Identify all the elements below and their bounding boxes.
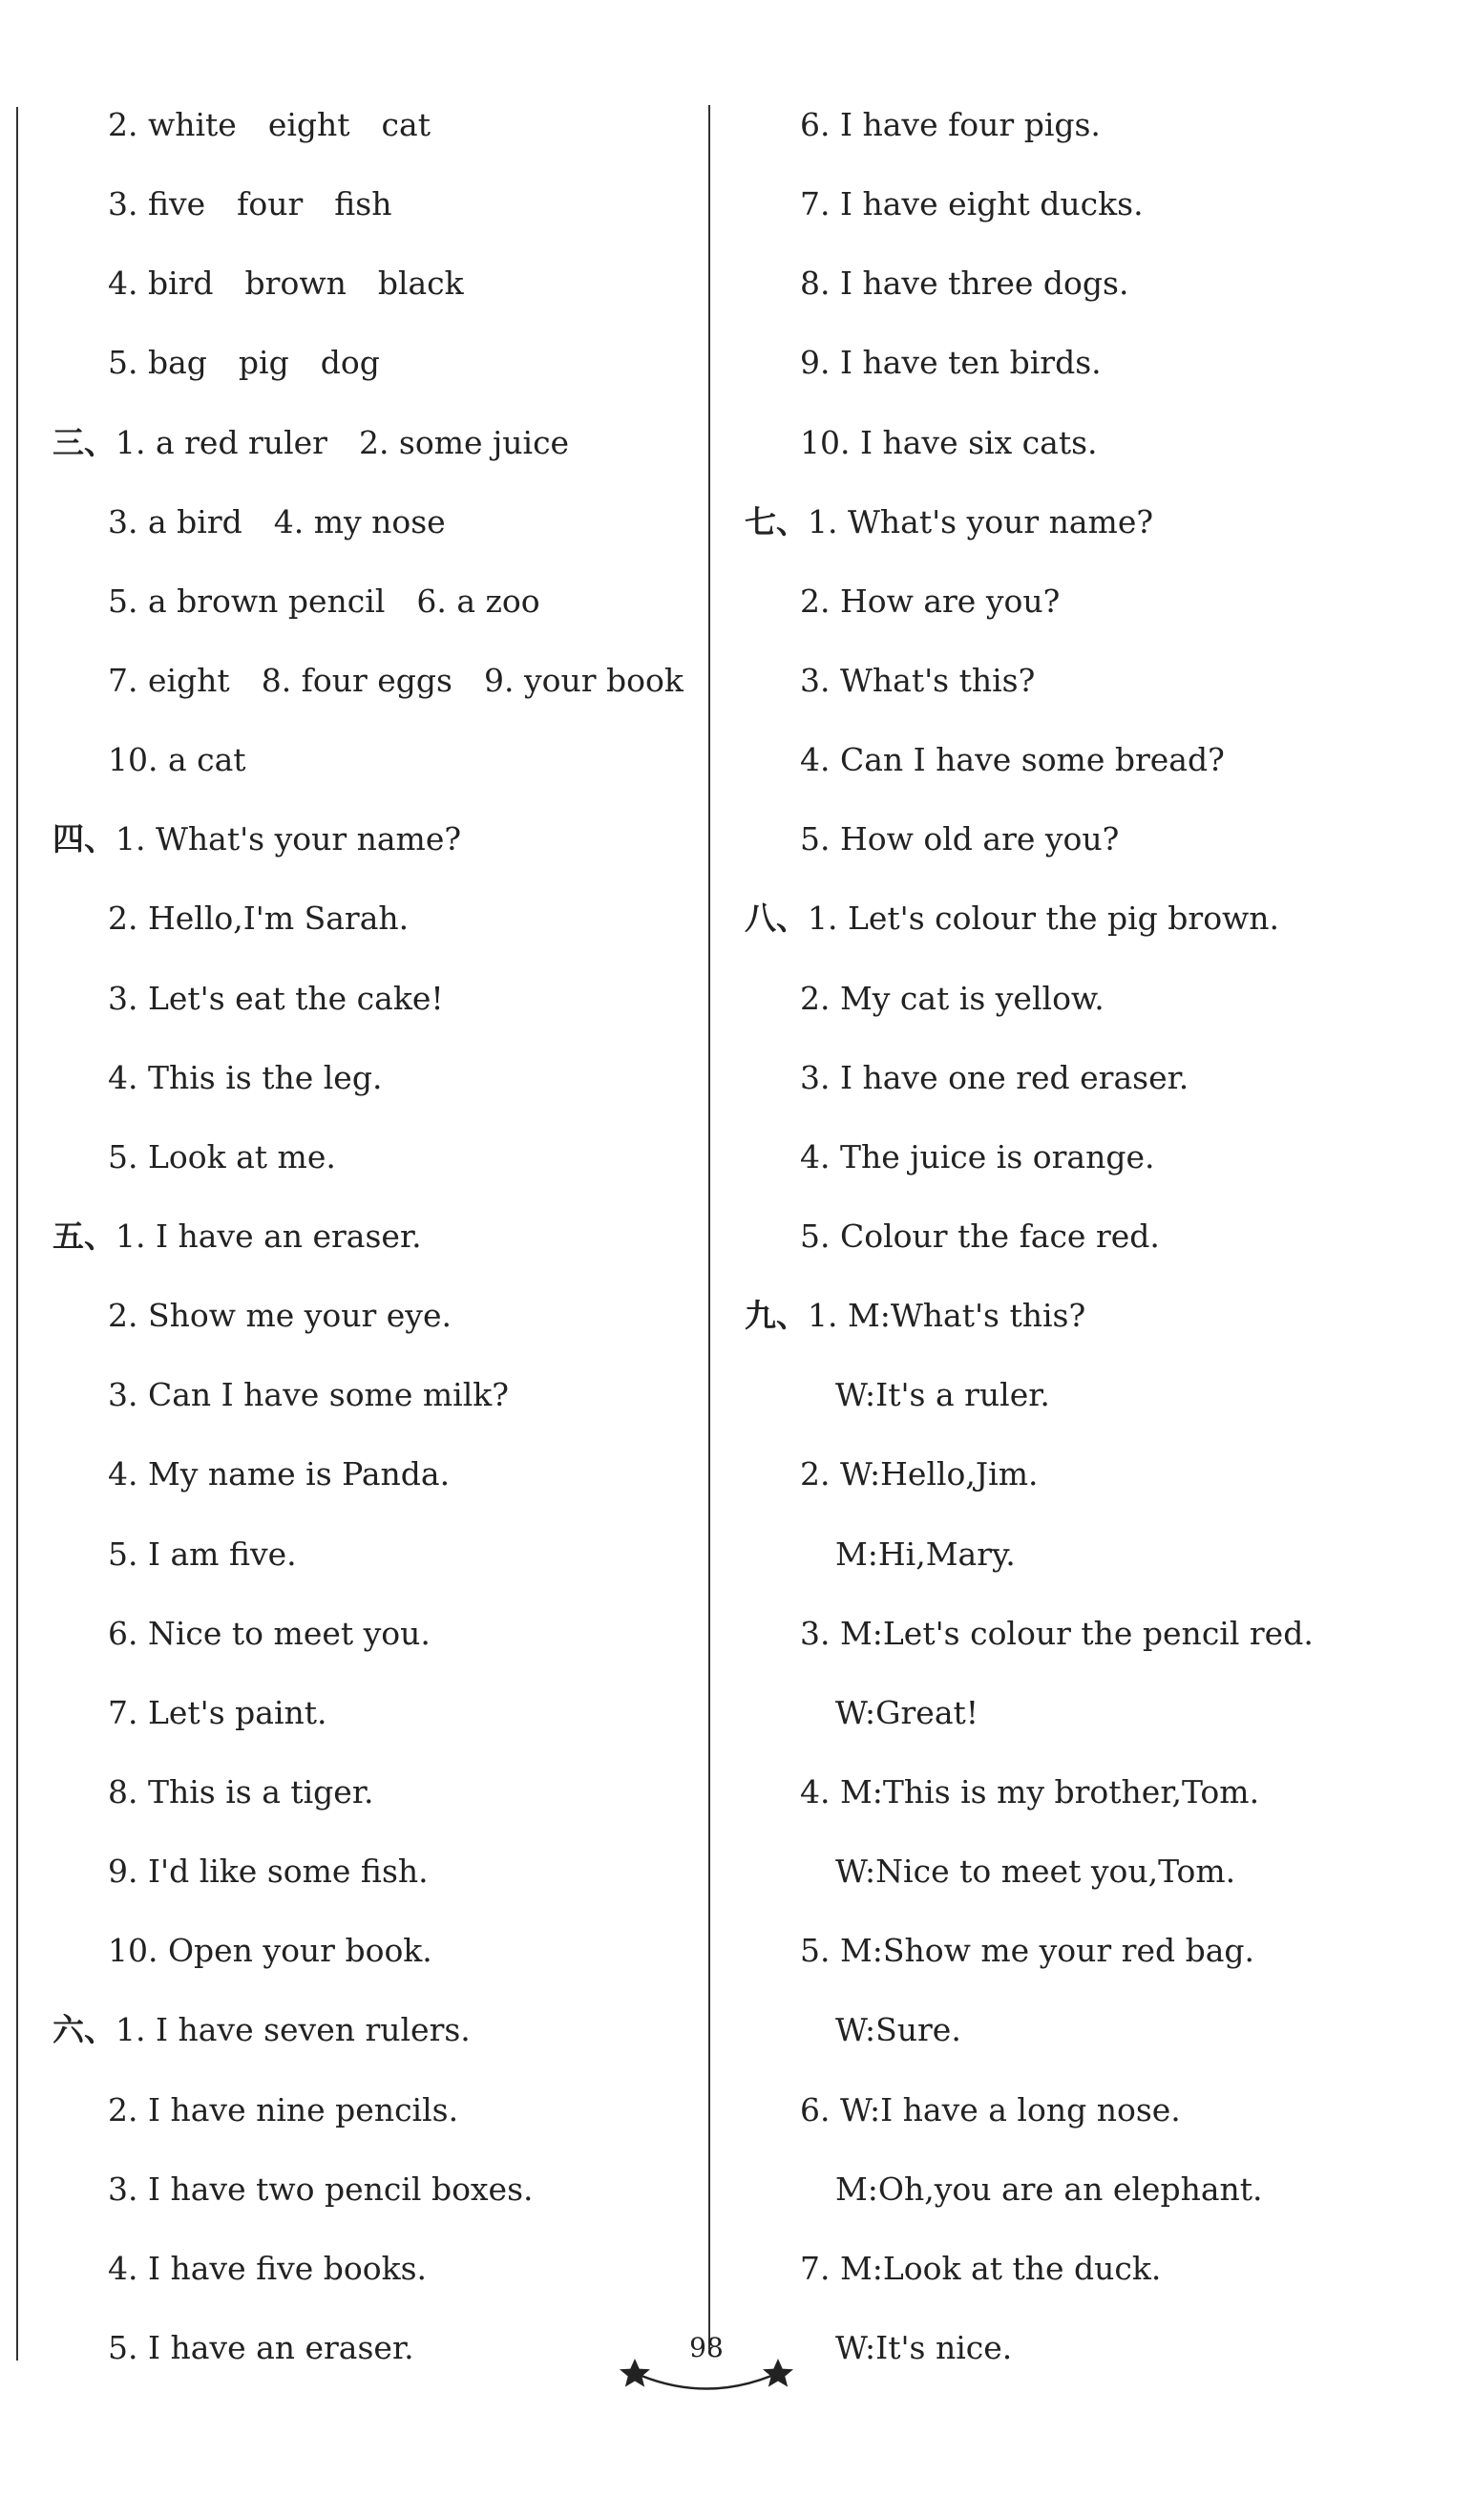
answer-line [53, 2239, 692, 2319]
answer-text: 4. I have five books. [108, 2249, 428, 2287]
answer-line [53, 2160, 692, 2239]
answer-text: 3. Let's eat the cake! [108, 979, 444, 1017]
answer-text: 4. bird brown black [108, 265, 464, 303]
answer-line [53, 2081, 692, 2160]
answer-text: 7. eight 8. four eggs 9. your book [108, 661, 684, 699]
answer-text: 1. Let's colour the pig brown. [808, 900, 1280, 938]
answer-line [745, 1128, 1432, 1207]
section-answer-line [53, 810, 692, 889]
answer-line [745, 810, 1432, 889]
section-answer-line [53, 2001, 692, 2080]
answer-line [745, 2160, 1432, 2239]
answer-text: 4. M:This is my brother,Tom. [800, 1772, 1260, 1811]
answer-line [745, 2239, 1432, 2319]
answer-line [53, 333, 692, 413]
answer-line [745, 1684, 1432, 1763]
answer-line [53, 2319, 692, 2398]
answer-line [53, 254, 692, 333]
answer-line [745, 254, 1432, 333]
section-number: 七、 [745, 502, 808, 540]
swoosh-curve [642, 2376, 771, 2389]
answer-text: 5. Colour the face red. [800, 1217, 1160, 1255]
answer-text: 4. Can I have some bread? [800, 741, 1225, 779]
answer-line [53, 1921, 692, 2001]
answer-text: 5. I am five. [108, 1535, 297, 1573]
answer-line [745, 413, 1432, 493]
answer-text: 7. Let's paint. [108, 1693, 327, 1731]
section-answer-line [745, 493, 1432, 572]
answer-text: 3. What's this? [800, 661, 1036, 699]
answer-text: 2. W:Hello,Jim. [800, 1455, 1039, 1493]
page-number: 98 [689, 2332, 724, 2363]
answer-text: 10. I have six cats. [800, 423, 1098, 461]
answer-text: 5. M:Show me your red bag. [800, 1932, 1255, 1970]
answer-text: W:Great! [835, 1693, 979, 1731]
answer-text: 2. Hello,I'm Sarah. [108, 900, 410, 938]
answer-line [745, 731, 1432, 810]
answer-text: 1. What's your name? [116, 820, 462, 858]
answer-line [745, 969, 1432, 1048]
answer-text: 3. a bird 4. my nose [108, 502, 446, 540]
answer-text: 5. a brown pencil 6. a zoo [108, 582, 540, 620]
answer-text: M:Oh,you are an elephant. [835, 2170, 1263, 2208]
answer-line [53, 1763, 692, 1842]
answer-text: M:Hi,Mary. [835, 1535, 1016, 1573]
section-answer-line [53, 1207, 692, 1286]
answer-line [53, 889, 692, 968]
answer-line [745, 2319, 1432, 2398]
answer-text: 4. This is the leg. [108, 1058, 383, 1096]
answer-line [745, 651, 1432, 731]
answer-line [53, 1604, 692, 1684]
answer-text: 8. This is a tiger. [108, 1772, 374, 1811]
answer-line [745, 95, 1432, 175]
answer-text: 6. W:I have a long nose. [800, 2090, 1181, 2128]
answer-line [53, 1445, 692, 1524]
section-answer-line [53, 413, 692, 493]
section-number: 五、 [53, 1217, 116, 1255]
answer-line [745, 1366, 1432, 1445]
answer-text: 3. Can I have some milk? [108, 1376, 509, 1414]
answer-text: 1. a red ruler 2. some juice [116, 423, 570, 461]
answer-line [53, 651, 692, 731]
answer-text: 2. white eight cat [108, 106, 431, 143]
answer-text: 3. I have two pencil boxes. [108, 2170, 534, 2208]
answer-line [745, 1525, 1432, 1604]
answer-text: W:Sure. [835, 2011, 961, 2049]
answer-text: 2. How are you? [800, 582, 1061, 620]
answer-text: W:It's nice. [835, 2328, 1013, 2366]
answer-text: 2. My cat is yellow. [800, 979, 1105, 1017]
answer-text: 3. I have one red eraser. [800, 1058, 1189, 1096]
answer-text: 1. M:What's this? [808, 1297, 1086, 1335]
section-number: 六、 [53, 2011, 116, 2049]
answer-line [745, 572, 1432, 651]
answer-text: W:Nice to meet you,Tom. [835, 1853, 1236, 1891]
answer-text: 10. a cat [108, 741, 246, 779]
answer-line [53, 175, 692, 254]
answer-line [53, 1842, 692, 1921]
answer-line [53, 1684, 692, 1763]
answer-line [53, 1048, 692, 1128]
answer-line [745, 333, 1432, 413]
answer-text: 9. I'd like some fish. [108, 1853, 429, 1891]
answer-line [745, 1207, 1432, 1286]
section-number: 四、 [53, 820, 116, 858]
section-answer-line [745, 889, 1432, 968]
answer-text: 6. Nice to meet you. [108, 1614, 431, 1652]
answer-line [53, 731, 692, 810]
answer-line [745, 175, 1432, 254]
answer-text: 8. I have three dogs. [800, 265, 1129, 303]
answer-text: 10. Open your book. [108, 1932, 432, 1970]
left-border-rule [16, 107, 18, 2361]
left-answer-column [53, 95, 692, 2398]
answer-text: 3. five four fish [108, 185, 392, 223]
answer-text: 6. I have four pigs. [800, 106, 1101, 143]
answer-line [745, 2081, 1432, 2160]
right-answer-column [745, 95, 1432, 2398]
answer-line [53, 1366, 692, 1445]
section-number: 三、 [53, 423, 116, 461]
section-answer-line [745, 1286, 1432, 1366]
answer-text: 5. I have an eraser. [108, 2328, 414, 2366]
section-number: 九、 [745, 1297, 808, 1335]
answer-text: 2. I have nine pencils. [108, 2090, 459, 2128]
answer-text: W:It's a ruler. [835, 1376, 1050, 1414]
answer-line [53, 95, 692, 175]
answer-text: 7. I have eight ducks. [800, 185, 1144, 223]
answer-line [745, 1763, 1432, 1842]
answer-line [53, 1525, 692, 1604]
answer-text: 5. Look at me. [108, 1137, 336, 1175]
answer-line [745, 1048, 1432, 1128]
answer-line [745, 1842, 1432, 1921]
page-footer [611, 2330, 802, 2406]
answer-line [745, 2001, 1432, 2080]
answer-text: 4. My name is Panda. [108, 1455, 451, 1493]
answer-text: 5. How old are you? [800, 820, 1120, 858]
answer-line [53, 1286, 692, 1366]
answer-text: 5. bag pig dog [108, 344, 380, 382]
answer-line [53, 493, 692, 572]
answer-line [53, 969, 692, 1048]
answer-line [745, 1445, 1432, 1524]
answer-text: 1. What's your name? [808, 502, 1154, 540]
column-divider [708, 105, 710, 2349]
answer-line [745, 1921, 1432, 2001]
answer-line [53, 1128, 692, 1207]
answer-text: 1. I have an eraser. [116, 1217, 422, 1255]
answer-text: 1. I have seven rulers. [116, 2011, 471, 2049]
answer-text: 4. The juice is orange. [800, 1137, 1155, 1175]
answer-text: 7. M:Look at the duck. [800, 2249, 1162, 2287]
answer-line [53, 572, 692, 651]
answer-text: 9. I have ten birds. [800, 344, 1102, 382]
answer-text: 3. M:Let's colour the pencil red. [800, 1614, 1314, 1652]
answer-text: 2. Show me your eye. [108, 1297, 452, 1335]
answer-line [745, 1604, 1432, 1684]
section-number: 八、 [745, 900, 808, 938]
